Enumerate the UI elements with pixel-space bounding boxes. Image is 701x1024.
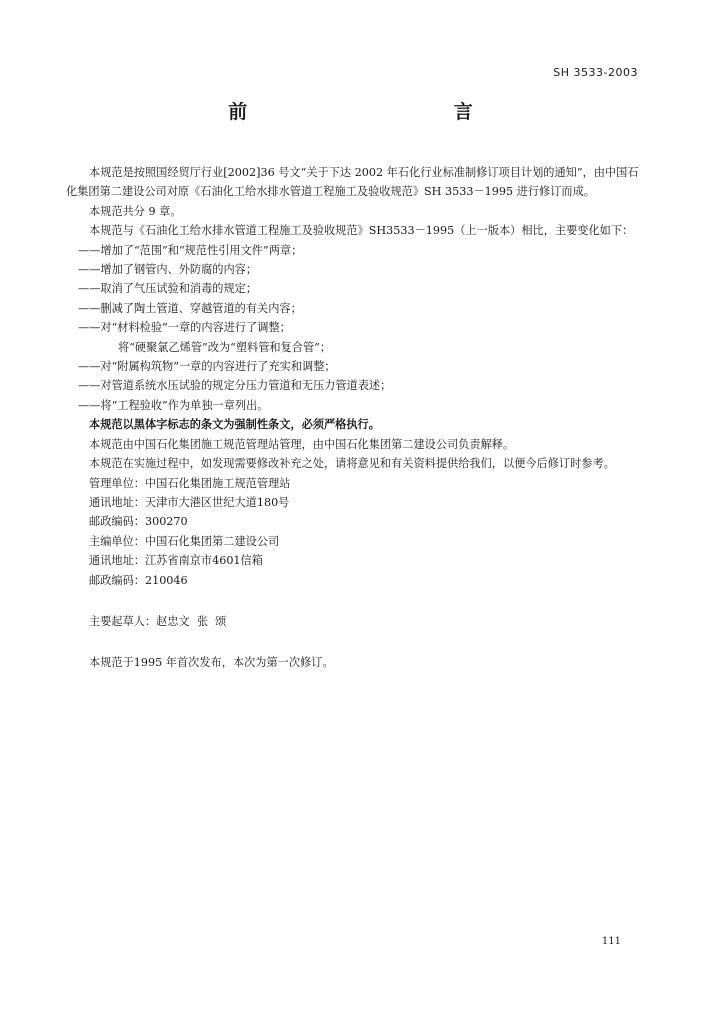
change-item: ——对“材料检验”一章的内容进行了调整；: [78, 321, 291, 335]
drafters-label: 主要起草人：: [89, 614, 157, 628]
preface-body: [66, 163, 640, 673]
contact-label: 通讯地址：: [89, 495, 145, 509]
paragraph-chapters: 本规范共分 9 章。: [89, 204, 182, 218]
change-item: ——增加了“范围”和“规范性引用文件”两章；: [78, 243, 303, 257]
contact-value: 300270: [144, 515, 188, 529]
contact-label: 通讯地址：: [89, 554, 145, 568]
change-item: ——对“附属构筑物”一章的内容进行了充实和调整；: [78, 360, 336, 374]
contact-label: 邮政编码：: [89, 573, 145, 587]
contact-value: 江苏省南京市4601信箱: [144, 554, 263, 568]
paragraph-changes-intro: 本规范与《石油化工给水排水管道工程施工及验收规范》SH3533－1995（上一版本）相比，主要变化如下：: [89, 224, 634, 238]
page-title: 前 言: [228, 101, 573, 123]
contact-label: 主编单位：: [89, 534, 145, 548]
paragraph-feedback: 本规范在实施过程中，如发现需要修改补充之处，请将意见和有关资料提供给我们，以便今后修订时参考。: [89, 457, 615, 471]
contact-value: 天津市大港区世纪大道180号: [144, 495, 290, 509]
change-item: ——将“工程验收”作为单独一章列出。: [78, 398, 269, 412]
change-item: ——删减了陶土管道、穿越管道的有关内容；: [78, 301, 302, 315]
paragraph-intro: 本规范是按照国经贸厅行业[2002]36 号文“关于下达 2002 年石化行业标准制修订项目计划的通知”，由中国石化集团第二建设公司对原《石油化工给水排水管道工程施工及验收规范》SH 3533－1995 进行修订而成。: [66, 166, 639, 199]
drafters-names: 赵忠文 张 颂: [156, 614, 227, 628]
change-item: ——对管道系统水压试验的规定分压力管道和无压力管道表述；: [78, 379, 392, 393]
contact-editor-zip: [66, 571, 640, 590]
contact-value: 中国石化集团第二建设公司: [144, 534, 280, 548]
paragraph-management: 本规范由中国石化集团施工规范管理站管理，由中国石化集团第二建设公司负责解释。: [89, 437, 515, 451]
page-number: 111: [601, 936, 621, 947]
change-item: ——增加了钢管内、外防腐的内容；: [78, 263, 258, 277]
release-history: 本规范于1995 年首次发布，本次为第一次修订。: [89, 656, 334, 670]
contact-value: 中国石化集团施工规范管理站: [144, 476, 291, 490]
contact-manager-address: [66, 493, 640, 512]
contact-manager-zip: [66, 512, 640, 531]
standard-code: SH 3533-2003: [553, 66, 638, 79]
change-sub-item: 将“硬聚氯乙烯管”改为“塑料管和复合管”；: [118, 340, 332, 354]
mandatory-provisions-note: 本规范以黑体字标志的条文为强制性条文，必须严格执行。: [89, 417, 380, 432]
contact-manager: [66, 474, 640, 493]
change-item: ——取消了气压试验和消毒的规定；: [78, 282, 258, 296]
contact-editor-address: [66, 551, 640, 570]
contact-editor: [66, 532, 640, 551]
contact-label: 邮政编码：: [89, 515, 145, 529]
contact-value: 210046: [144, 573, 188, 587]
drafters-line: [66, 612, 640, 631]
contact-label: 管理单位：: [89, 476, 145, 490]
